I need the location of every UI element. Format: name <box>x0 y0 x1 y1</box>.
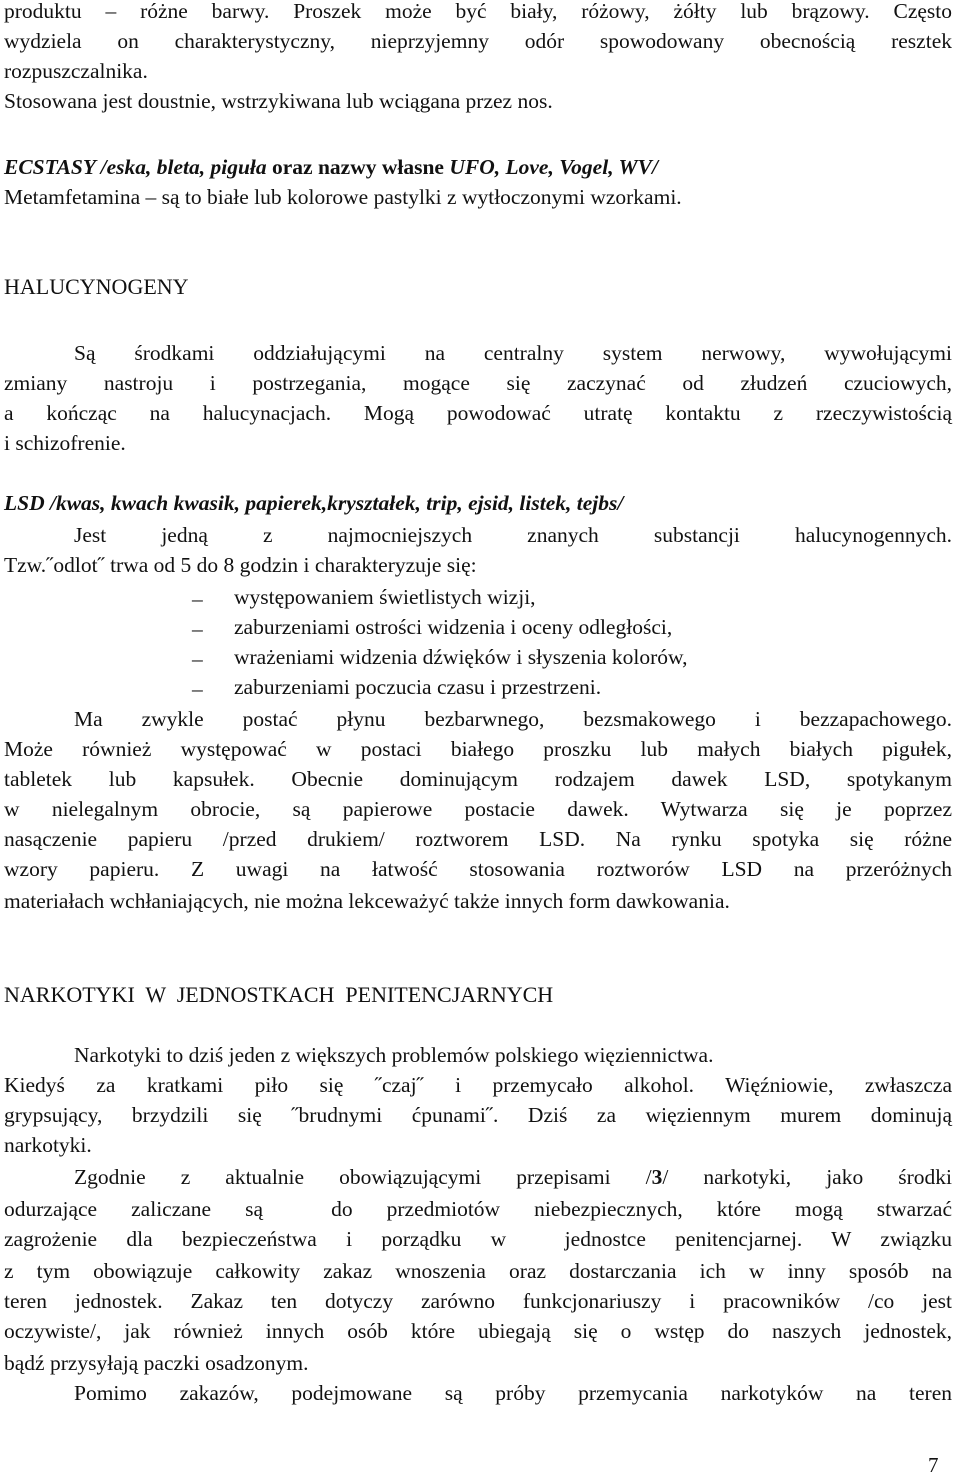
body-line: w nielegalnym obrocie, są papierowe postacie dawek. Wytwarza się je poprzez <box>4 797 952 821</box>
body-line: teren jednostek. Zakaz ten dotyczy zarówno funkcjonariuszy i pracowników /co jest <box>4 1289 952 1313</box>
text-fragment: Zgodnie z aktualnie obowiązującymi przepisami / <box>74 1165 652 1189</box>
ecstasy-title: ECSTASY /eska, bleta, piguła <box>4 155 267 179</box>
body-line: zmiany nastroju i postrzegania, mogące się zaczynać od złudzeń czuciowych, <box>4 371 952 395</box>
ecstasy-title-line <box>4 152 952 182</box>
body-line: Jest jedną z najmocniejszych znanych substancji halucynogennych. <box>74 523 952 547</box>
footnote-ref: 3 <box>651 1165 663 1189</box>
page-number: 7 <box>928 1453 939 1477</box>
body-line: Są środkami oddziałującymi na centralny system nerwowy, wywołującymi <box>74 341 952 365</box>
body-line: Pomimo zakazów, podejmowane są próby przemycania narkotyków na teren <box>74 1381 952 1405</box>
body-line: bądź przysyłają paczki osadzonym. <box>4 1351 309 1375</box>
body-line: narkotyki. <box>4 1133 92 1157</box>
body-line: zagrożenie dla bezpieczeństwa i porządku w jednostce penitencjarnej. W związku <box>4 1227 952 1251</box>
section-heading-prison: NARKOTYKI W JEDNOSTKACH PENITENCJARNYCH <box>4 982 554 1007</box>
body-line <box>74 1162 952 1192</box>
bullet-dash: – <box>192 587 203 611</box>
lsd-title-text: LSD /kwas, kwach kwasik, papierek,kryształek, trip, ejsid, listek, tejbs/ <box>4 491 624 515</box>
body-line: materiałach wchłaniających, nie można lekceważyć także innych form dawkowania. <box>4 889 730 913</box>
body-line: a kończąc na halucynacjach. Mogą powodować utratę kontaktu z rzeczywistością <box>4 401 952 425</box>
body-line: nasączenie papieru /przed drukiem/ roztworem LSD. Na rynku spotyka się różne <box>4 827 952 851</box>
ecstasy-names: UFO, Love, Vogel, WV/ <box>449 155 658 179</box>
body-line: z tym obowiązuje całkowity zakaz wnoszenia oraz dostarczania ich w inny sposób na <box>4 1259 952 1283</box>
body-line: wydziela on charakterystyczny, nieprzyjemny odór spowodowany obecnością resztek <box>4 29 952 53</box>
text-fragment: / narkotyki, jako środki <box>662 1165 953 1189</box>
body-line: grypsujący, brzydzili się ˝brudnymi ćpunami˝. Dziś za więziennym murem dominują <box>4 1103 952 1127</box>
section-heading-hallucinogens: HALUCYNOGENY <box>4 274 189 299</box>
bullet-dash: – <box>192 647 203 671</box>
body-line: Ma zwykle postać płynu bezbarwnego, bezsmakowego i bezzapachowego. <box>74 707 952 731</box>
body-line: oczywiste/, jak również innych osób które ubiegają się o wstęp do naszych jednostek, <box>4 1319 952 1343</box>
body-line: Tzw.˝odlot˝ trwa od 5 do 8 godzin i charakteryzuje się: <box>4 553 477 577</box>
bullet-item: występowaniem świetlistych wizji, <box>234 585 536 609</box>
body-line: Narkotyki to dziś jeden z większych problemów polskiego więziennictwa. <box>74 1043 714 1067</box>
body-line: wzory papieru. Z uwagi na łatwość stosowania roztworów LSD na przeróżnych <box>4 857 952 881</box>
bullet-item: zaburzeniami poczucia czasu i przestrzeni. <box>234 675 602 699</box>
bullet-dash: – <box>192 617 203 641</box>
body-line: rozpuszczalnika. <box>4 59 148 83</box>
body-line: Kiedyś za kratkami piło się ˝czaj˝ i przemycało alkohol. Więźniowie, zwłaszcza <box>4 1073 952 1097</box>
body-line: Metamfetamina – są to białe lub kolorowe pastylki z wytłoczonymi wzorkami. <box>4 185 682 209</box>
bullet-dash: – <box>192 677 203 701</box>
body-line: Stosowana jest doustnie, wstrzykiwana lub wciągana przez nos. <box>4 89 553 113</box>
ecstasy-connector: oraz nazwy własne <box>266 155 450 179</box>
body-line: odurzające zaliczane są do przedmiotów niebezpiecznych, które mogą stwarzać <box>4 1197 952 1221</box>
bullet-item: wrażeniami widzenia dźwięków i słyszenia kolorów, <box>234 645 688 669</box>
bullet-item: zaburzeniami ostrości widzenia i oceny odległości, <box>234 615 673 639</box>
body-line: Może również występować w postaci białego proszku lub małych białych pigułek, <box>4 737 952 761</box>
body-line: i schizofrenie. <box>4 431 126 455</box>
body-line: produktu – różne barwy. Proszek może być biały, różowy, żółty lub brązowy. Często <box>4 0 952 23</box>
body-line: tabletek lub kapsułek. Obecnie dominującym rodzajem dawek LSD, spotykanym <box>4 767 952 791</box>
lsd-title <box>4 488 952 518</box>
